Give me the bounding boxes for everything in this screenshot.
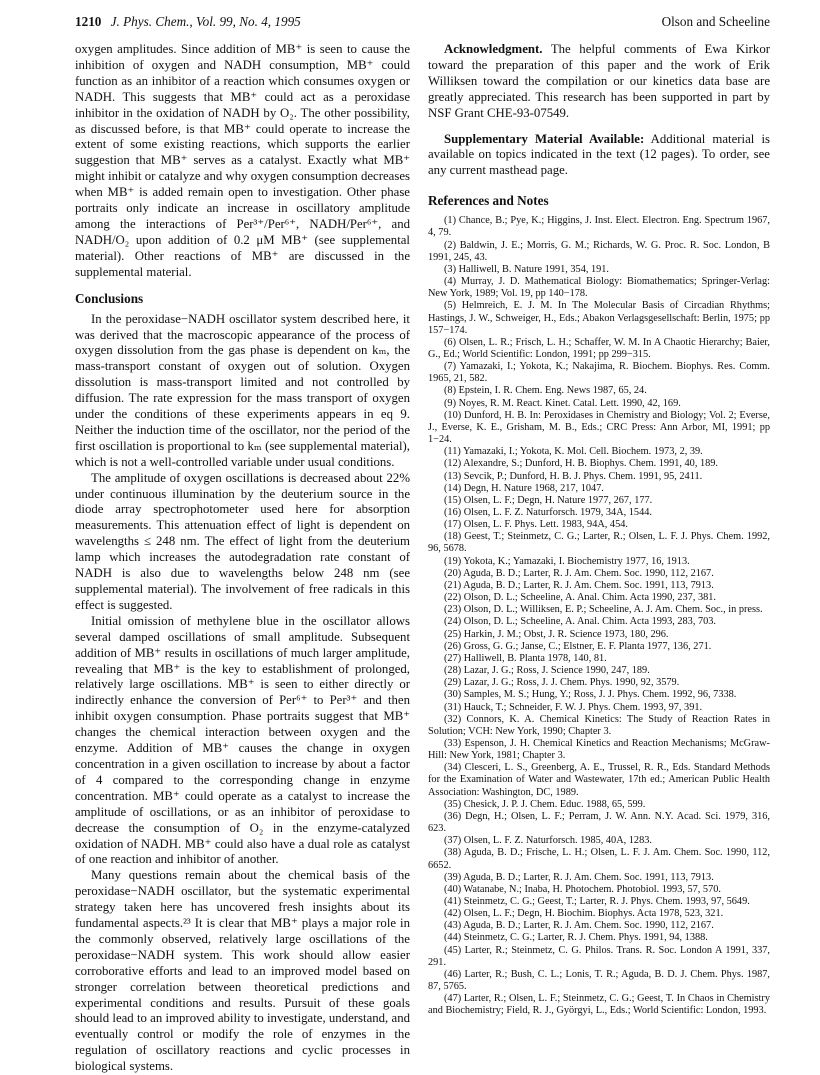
left-column bbox=[75, 42, 410, 1075]
reference-item: (24) Olson, D. L.; Scheeline, A. Anal. Chim. Acta 1993, 283, 703. bbox=[444, 616, 716, 628]
header-authors: Olson and Scheeline bbox=[661, 14, 770, 29]
reference-item: (36) Degn, H.; Olsen, L. F.; Perram, J. W. Ann. N.Y. Acad. Sci. 1979, 316, 623. bbox=[428, 810, 770, 835]
reference-item: (45) Larter, R.; Steinmetz, C. G. Philos. Trans. R. Soc. London A 1991, 337, 291. bbox=[428, 944, 770, 968]
page-number: 1210 bbox=[75, 14, 102, 29]
header-left bbox=[75, 14, 301, 30]
reference-item: (7) Yamazaki, I.; Yokota, K.; Nakajima, R. Biochem. Biophys. Res. Comm. 1965, 21, 582. bbox=[428, 361, 770, 385]
reference-item: (25) Harkin, J. M.; Obst, J. R. Science 1973, 180, 296. bbox=[444, 628, 669, 640]
reference-item: (47) Larter, R.; Olsen, L. F.; Steinmetz, C. G.; Geest, T. In Chaos in Chemistry and Biochemistry; Field, R. J., Györgyi, L., Eds.; World Scientific: London, 1993. bbox=[428, 993, 770, 1017]
reference-item: (9) Noyes, R. M. React. Kinet. Catal. Lett. 1990, 42, 169. bbox=[444, 397, 681, 409]
reference-item: (2) Baldwin, J. E.; Morris, G. M.; Richards, W. G. Proc. R. Soc. London, B 1991, 245, 43. bbox=[428, 239, 770, 263]
reference-item: (28) Lazar, J. G.; Ross, J. Science 1990, 247, 189. bbox=[444, 665, 650, 677]
acknowledgment-heading: Acknowledgment. bbox=[444, 42, 543, 56]
reference-item: (46) Larter, R.; Bush, C. L.; Lonis, T. R.; Aguda, B. D. J. Chem. Phys. 1987, 87, 5765. bbox=[428, 968, 770, 993]
reference-item: (15) Olsen, L. F.; Degn, H. Nature 1977, 267, 177. bbox=[444, 494, 653, 506]
reference-item: (4) Murray, J. D. Mathematical Biology: Biomathematics; Springer-Verlag: New York, 1989; Vol. 19, pp 140−178. bbox=[428, 276, 770, 300]
reference-item: (33) Espenson, J. H. Chemical Kinetics and Reaction Mechanisms; McGraw-Hill: New York, 1981; Chapter 3. bbox=[428, 737, 770, 762]
reference-item: (42) Olsen, L. F.; Degn, H. Biochim. Biophys. Acta 1978, 523, 321. bbox=[444, 908, 724, 920]
reference-item: (6) Olsen, L. R.; Frisch, L. H.; Schaffer, W. M. In A Chaotic Hierarchy; Baier, G., Ed.; World Scientific: London, 1991; pp 299−315. bbox=[428, 336, 770, 360]
reference-item: (41) Steinmetz, C. G.; Geest, T.; Larter, R. J. Phys. Chem. 1993, 97, 5649. bbox=[444, 896, 750, 907]
reference-item: (18) Geest, T.; Steinmetz, C. G.; Larter, R.; Olsen, L. F. J. Phys. Chem. 1992, 96, 5678. bbox=[428, 531, 770, 555]
supplementary-paragraph bbox=[428, 132, 770, 180]
reference-item: (11) Yamazaki, I.; Yokota, K. Mol. Cell. Biochem. 1973, 2, 39. bbox=[444, 446, 703, 458]
conclusions-paragraph: Initial omission of methylene blue in the oscillator allows several damped oscillations of small amplitude. Subsequent addition of MB⁺ results in oscillations of much larger amplitude, revealing that MB⁺ is the key to establishment of prolonged, relatively large oscillations. MB⁺ is seen to either directly or indirectly enhance the conversion of Per⁶⁺ to Per³⁺ and then inhibit oxygen consumption. Phase portraits suggest that MB⁺ changes the chemical interaction between oxygen and the enzyme. Addition of MB⁺ causes the change in oxygen concentration in a given oscillation to increase by about a factor of 4 compared to the corresponding change in enzyme concentration. MB⁺ could operate as a catalyst to increase the amplitude of oscillations, or as an inhibitor of peroxidase to decrease the consumption of O₂ in the enzyme-catalyzed oxidation of NADH. MB⁺ could also have a dual role as catalyst of one reaction and inhibitor of another. bbox=[75, 613, 410, 867]
reference-item: (12) Alexandre, S.; Dunford, H. B. Biophys. Chem. 1991, 40, 189. bbox=[444, 458, 718, 470]
reference-item: (37) Olsen, L. F. Z. Naturforsch. 1985, 40A, 1283. bbox=[444, 835, 652, 847]
reference-item: (13) Sevcik, P.; Dunford, H. B. J. Phys. Chem. 1991, 95, 2411. bbox=[444, 470, 703, 482]
reference-item: (38) Aguda, B. D.; Frische, L. H.; Olsen, L. F. J. Am. Chem. Soc. 1990, 112, 6652. bbox=[428, 847, 770, 871]
reference-item: (23) Olson, D. L.; Williksen, E. P.; Scheeline, A. J. Am. Chem. Soc., in press. bbox=[444, 604, 763, 616]
supplementary-text: Additional material is available on topics indicated in the text (12 pages). To order, see any current masthead page. bbox=[428, 131, 770, 178]
journal-citation: J. Phys. Chem., Vol. 99, No. 4, 1995 bbox=[110, 14, 301, 29]
reference-item: (14) Degn, H. Nature 1968, 217, 1047. bbox=[444, 482, 604, 494]
reference-item: (34) Clesceri, L. S., Greenberg, A. E., Trussel, R. R., Eds. Standard Methods for the Examination of Water and Wastewater, 17th ed.; American Public Health Association: Washington, DC, 1989. bbox=[428, 762, 770, 798]
acknowledgment-text: The helpful comments of Ewa Kirkor toward the preparation of this paper and the work of Erik Williksen toward the compilation or our kinetics data base are greatly appreciated. This research has been supported in part by NSF Grant CHE-93-07549. bbox=[428, 42, 770, 120]
reference-item: (40) Watanabe, N.; Inaba, H. Photochem. Photobiol. 1993, 57, 570. bbox=[444, 883, 721, 895]
reference-item: (10) Dunford, H. B. In: Peroxidases in Chemistry and Biology; Vol. 2; Everse, J., Everse, K. E., Grisham, M. B., Eds.; CRC Press: Ann Arbor, MI, 1991; pp 1−24. bbox=[428, 409, 770, 446]
reference-item: (39) Aguda, B. D.; Larter, R. J. Am. Chem. Soc. 1991, 113, 7913. bbox=[444, 871, 714, 883]
reference-item: (17) Olsen, L. F. Phys. Lett. 1983, 94A, 454. bbox=[444, 519, 628, 531]
supplementary-heading: Supplementary Material Available: bbox=[444, 131, 645, 146]
reference-item: (26) Gross, G. G.; Janse, C.; Elstner, E. F. Planta 1977, 136, 271. bbox=[444, 640, 712, 652]
reference-item: (44) Steinmetz, C. G.; Larter, R. J. Chem. Phys. 1991, 94, 1388. bbox=[444, 932, 708, 944]
acknowledgment-paragraph bbox=[428, 42, 770, 122]
reference-item: (35) Chesick, J. P. J. Chem. Educ. 1988, 65, 599. bbox=[444, 798, 646, 810]
reference-item: (31) Hauck, T.; Schneider, F. W. J. Phys. Chem. 1993, 97, 391. bbox=[444, 701, 703, 713]
reference-item: (30) Samples, M. S.; Hung, Y.; Ross, J. J. Phys. Chem. 1992, 96, 7338. bbox=[444, 689, 737, 701]
conclusions-heading: Conclusions bbox=[75, 290, 144, 306]
reference-item: (19) Yokota, K.; Yamazaki, I. Biochemistry 1977, 16, 1913. bbox=[444, 555, 690, 567]
reference-item: (32) Connors, K. A. Chemical Kinetics: The Study of Reaction Rates in Solution; VCH: New York, 1990; Chapter 3. bbox=[428, 713, 770, 737]
intro-paragraph: oxygen amplitudes. Since addition of MB⁺ is seen to cause the inhibition of oxygen and NADH consumption, MB⁺ could function as an inhibitor of a reaction which consumes oxygen or NADH. This suggests that MB⁺ could act as a peroxidase inhibitor in the oxidation of NADH by O₂. The other possibility, as discussed before, is that MB⁺ could operate to increase the extent of some existing reactions, which supports the earlier suggestion that MB⁺ serves as a catalyst. Exactly what MB⁺ might inhibit or catalyze and why oxygen consumption decreases when MB⁺ is added remain open to investigation. Other phase portraits only indicate an increase in oscillatory amplitude among the interactions of Per³⁺/Per⁶⁺, NADH/Per⁶⁺, and NADH/O₂ upon addition of 0.2 μM MB⁺ (see supplemental material). Other reactions of MB⁺ are discussed in the supplemental material. bbox=[75, 42, 410, 279]
reference-item: (3) Halliwell, B. Nature 1991, 354, 191. bbox=[444, 263, 610, 275]
conclusions-paragraph: Many questions remain about the chemical basis of the peroxidase−NADH oscillator, but the systematic experimental strategy taken here has uncovered fresh insights about its fundamental aspects.²³ It is clear that MB⁺ plays a major role in the commonly observed, relatively large oscillations of the peroxidase−NADH system. This work should allow easier corroborative efforts and lead to an improved model based on stronger correlation between theoretical predictions and experimental conditions and results. Pursuit of these goals should lead to an improved ability to investigate, understand, and eventually control or modify the role of enzymes in the regulation of oscillatory reactions and cyclic processes in biological systems. bbox=[75, 868, 410, 1074]
reference-item: (8) Epstein, I. R. Chem. Eng. News 1987, 65, 24. bbox=[444, 385, 647, 397]
reference-item: (1) Chance, B.; Pye, K.; Higgins, J. Inst. Elect. Electron. Eng. Spectrum 1967, 4, 79. bbox=[428, 215, 770, 239]
right-column bbox=[428, 42, 770, 1018]
reference-item: (5) Helmreich, E. J. M. In The Molecular Basis of Circadian Rhythms; Hastings, J. W., Schweiger, H., Eds.; Abakon Verlagsgesellschaft: Berlin, 1975; pp 157−174. bbox=[428, 300, 770, 336]
running-header bbox=[75, 14, 770, 34]
reference-item: (43) Aguda, B. D.; Larter, R. J. Am. Chem. Soc. 1990, 112, 2167. bbox=[444, 920, 714, 932]
references-list bbox=[428, 215, 770, 1017]
reference-item: (16) Olsen, L. F. Z. Naturforsch. 1979, 34A, 1544. bbox=[444, 507, 652, 518]
reference-item: (21) Aguda, B. D.; Larter, R. J. Am. Chem. Soc. 1991, 113, 7913. bbox=[444, 579, 714, 591]
reference-item: (27) Halliwell, B. Planta 1978, 140, 81. bbox=[444, 652, 607, 664]
conclusions-paragraph: The amplitude of oxygen oscillations is decreased about 22% under continuous illumination by the deuterium source in the diode array spectrophotometer used here for absorption measurements. This attenuation effect of light is dependent on wavelengths ≤ 248 nm. The effect of light from the deuterium lamp which increases the autodegradation rate constant of NADH is also due to wavelengths below 248 nm (see supplemental material). The involvement of free radicals in this effect is suggested. bbox=[75, 470, 410, 612]
reference-item: (29) Lazar, J. G.; Ross, J. J. Chem. Phys. 1990, 92, 3579. bbox=[444, 677, 680, 689]
references-heading: References and Notes bbox=[428, 193, 549, 209]
reference-item: (22) Olson, D. L.; Scheeline, A. Anal. Chim. Acta 1990, 237, 381. bbox=[444, 592, 716, 604]
reference-item: (20) Aguda, B. D.; Larter, R. J. Am. Chem. Soc. 1990, 112, 2167. bbox=[444, 567, 714, 579]
conclusions-paragraph: In the peroxidase−NADH oscillator system described here, it was derived that the macroscopic appearance of the process of oxygen dissolution from the gas phase is dependent on kₘ, the mass-transport constant of oxygen out of solution. Oxygen dissolution is mass-transport limited and not controlled by diffusion. The rate expression for the mass transport of oxygen under the conditions of these experiments appears in eq 9. Neither the induction time of the oscillator, nor the period of the first oscillation is proportional to kₘ (see supplemental material), which is not a well-controlled variable under usual conditions. bbox=[75, 311, 410, 469]
